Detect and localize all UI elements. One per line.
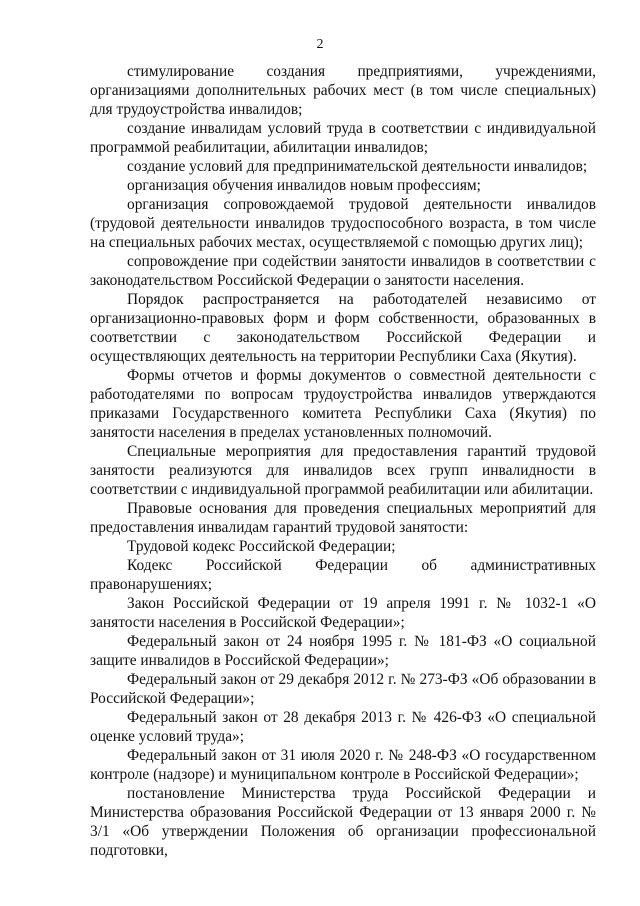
page-number: 2 (316, 37, 324, 52)
paragraph-supported-employment: организация сопровождаемой трудовой деятельности инвалидов (трудовой деятельности инвалидов трудоспособного возраста, в том числе на специальных рабочих местах, осуществляемой с помощью других лиц); (90, 196, 596, 251)
legal-item-state-control-law: Федеральный закон от 31 июля 2020 г. № 248-ФЗ «О государственном контроле (надзоре) и муниципальном контроле в Российской Федерации»; (90, 747, 596, 783)
legal-item-labor-code: Трудовой кодекс Российской Федерации; (127, 538, 396, 555)
paragraph-entrepreneurship: создание условий для предпринимательской деятельности инвалидов; (127, 158, 588, 175)
legal-item-ministry-resolution: постановление Министерства труда Российской Федерации и Министерства образования Российской Федерации от 13 января 2000 г. № 3/1 «Об утверждении Положения об организации профессиональной подготовки, (90, 785, 596, 859)
legal-item-administrative-code: Кодекс Российской Федерации об административных правонарушениях; (90, 557, 596, 593)
paragraph-training: организация обучения инвалидов новым профессиям; (127, 177, 481, 194)
legal-item-education-law: Федеральный закон от 29 декабря 2012 г. № 273-ФЗ «Об образовании в Российской Федерации»; (90, 671, 596, 707)
legal-item-employment-law: Закон Российской Федерации от 19 апреля 1991 г. № 1032-1 «О занятости населения в Российской Федерации»; (90, 595, 596, 631)
paragraph-incentive-jobs: стимулирование создания предприятиями, учреждениями, организациями дополнительных рабочих мест (в том числе специальных) для трудоустройства инвалидов; (90, 63, 596, 118)
paragraph-special-measures: Специальные мероприятия для предоставления гарантий трудовой занятости реализуются для инвалидов всех групп инвалидности в соответствии с индивидуальной программой реабилитации или абилитации. (90, 443, 596, 498)
paragraph-scope: Порядок распространяется на работодателей независимо от организационно-правовых форм и форм собственности, образованных в соответствии с законодательством Российской Федерации и осуществляющих деятельность на территории Республики Саха (Якутия). (90, 291, 596, 365)
legal-item-social-protection-law: Федеральный закон от 24 ноября 1995 г. № 181-ФЗ «О социальной защите инвалидов в Российской Федерации»; (90, 633, 596, 669)
document-body (90, 62, 596, 860)
paragraph-employment-support: сопровождение при содействии занятости инвалидов в соответствии с законодательством Российской Федерации о занятости населения. (90, 253, 596, 289)
paragraph-legal-basis: Правовые основания для проведения специальных мероприятий для предоставления инвалидам гарантий трудовой занятости: (90, 500, 596, 536)
paragraph-report-forms: Формы отчетов и формы документов о совместной деятельности с работодателями по вопросам трудоустройства инвалидов утверждаются приказами Государственного комитета Республики Саха (Якутия) по занятости населения в пределах установленных полномочий. (90, 367, 596, 441)
legal-item-labor-conditions-law: Федеральный закон от 28 декабря 2013 г. № 426-ФЗ «О специальной оценке условий труда»; (90, 709, 596, 745)
paragraph-working-conditions: создание инвалидам условий труда в соответствии с индивидуальной программой реабилитации, абилитации инвалидов; (90, 120, 596, 156)
